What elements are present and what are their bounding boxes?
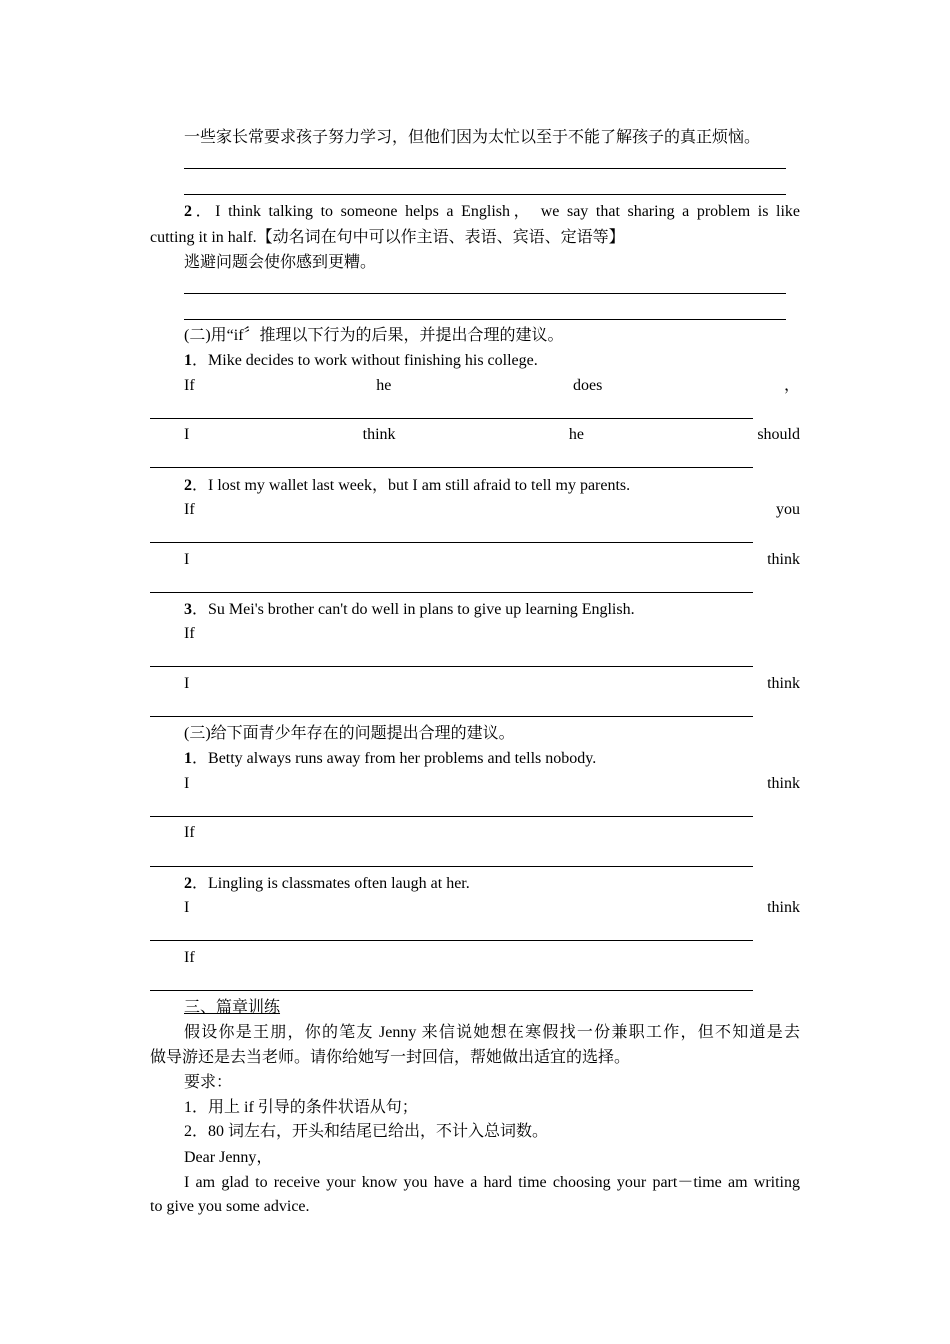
item-number: 3 xyxy=(184,601,192,618)
prompt-line xyxy=(184,898,800,918)
example-sentence-2: 2．I think talking to someone helps a English， we say that sharing a problem is like xyxy=(184,203,800,220)
part2-heading: (二)用“if〞推理以下行为的后果，并提出合理的建议。 xyxy=(184,327,564,344)
answer-line xyxy=(150,418,753,419)
prompt-word: he xyxy=(568,426,584,443)
letter-body-line2: to give you some advice. xyxy=(150,1198,310,1215)
answer-line xyxy=(150,592,753,593)
prompt-word: I xyxy=(184,426,190,443)
item-number: 2 xyxy=(184,477,192,494)
prompt-line xyxy=(184,674,800,694)
prompt-word: he xyxy=(376,377,392,394)
item-number: 2 xyxy=(184,203,192,220)
prompt-word: I xyxy=(184,675,190,692)
answer-line xyxy=(150,716,753,717)
prompt-line xyxy=(184,774,800,794)
translation-sentence-1: 一些家长常要求孩子努力学习，但他们因为太忙以至于不能了解孩子的真正烦恼。 xyxy=(184,129,761,146)
prompt-word: think xyxy=(767,899,800,916)
requirement-1: 1．用上 if 引导的条件状语从句； xyxy=(184,1099,418,1116)
part2-item-1: 1．Mike decides to work without finishing his college. xyxy=(184,352,538,369)
answer-line xyxy=(184,293,786,294)
answer-line xyxy=(150,467,753,468)
prompt-line xyxy=(184,624,800,644)
answer-line xyxy=(150,866,753,867)
prompt-word: think xyxy=(767,551,800,568)
answer-line xyxy=(150,990,753,991)
prompt-word: you xyxy=(776,501,800,518)
prompt-word: If xyxy=(184,625,195,642)
example-sentence-2-cont: cutting it in half.【动名词在句中可以作主语、表语、宾语、定语等】 xyxy=(150,229,625,246)
prompt-word: ， xyxy=(783,377,800,394)
answer-line xyxy=(150,542,753,543)
part2-item-3: 3．Su Mei's brother can't do well in plans to give up learning English. xyxy=(184,601,635,618)
answer-line xyxy=(150,666,753,667)
part2-item-2: 2．I lost my wallet last week，but I am still afraid to tell my parents. xyxy=(184,477,631,494)
prompt-word: I xyxy=(184,551,190,568)
prompt-line xyxy=(184,500,800,520)
prompt-word: If xyxy=(184,377,195,394)
prompt-word: think xyxy=(767,775,800,792)
prompt-word: think xyxy=(767,675,800,692)
answer-line xyxy=(184,194,786,195)
prompt-word: think xyxy=(362,426,396,443)
requirement-2: 2．80 词左右，开头和结尾已给出，不计入总词数。 xyxy=(184,1123,549,1140)
item-text: Mike decides to work without finishing his college. xyxy=(208,352,538,369)
answer-line xyxy=(184,168,786,169)
item-text: Betty always runs away from her problems and tells nobody. xyxy=(208,750,597,767)
item-text: I lost my wallet last week，but I am still afraid to tell my parents. xyxy=(208,477,631,494)
part3-heading: (三)给下面青少年存在的问题提出合理的建议。 xyxy=(184,725,515,742)
prompt-word: If xyxy=(184,824,195,841)
answer-line xyxy=(184,319,786,320)
prompt-line xyxy=(184,550,800,570)
prompt-word: If xyxy=(184,501,195,518)
prompt-word: does xyxy=(573,377,603,394)
part3-item-1: 1．Betty always runs away from her problems and tells nobody. xyxy=(184,750,597,767)
item-number: 1 xyxy=(184,750,192,767)
example-sentence-text: I think talking to someone helps a English， we say that sharing a problem is like xyxy=(215,203,800,220)
prompt-line xyxy=(184,376,800,396)
item-text: Lingling is classmates often laugh at her. xyxy=(208,875,470,892)
item-number: 2 xyxy=(184,875,192,892)
prompt-line xyxy=(184,823,800,843)
letter-body-line1: I am glad to receive your know you have a hard time choosing your part－time am writing xyxy=(184,1174,800,1191)
answer-line xyxy=(150,940,753,941)
part3-item-2: 2．Lingling is classmates often laugh at her. xyxy=(184,875,470,892)
prompt-word: should xyxy=(757,426,800,443)
translation-sentence-2: 逃避问题会使你感到更糟。 xyxy=(184,254,377,271)
requirements-label: 要求： xyxy=(184,1074,233,1091)
item-number: 1 xyxy=(184,352,192,369)
section3-intro-line2: 做导游还是去当老师。请你给她写一封回信，帮她做出适宜的选择。 xyxy=(150,1049,631,1066)
prompt-word: I xyxy=(184,775,190,792)
prompt-word: I xyxy=(184,899,190,916)
item-text: Su Mei's brother can't do well in plans to give up learning English. xyxy=(208,601,635,618)
section3-title: 三、篇章训练 xyxy=(184,999,281,1016)
prompt-line xyxy=(184,948,800,968)
prompt-word: If xyxy=(184,949,195,966)
answer-line xyxy=(150,816,753,817)
letter-greeting: Dear Jenny， xyxy=(184,1149,273,1166)
prompt-line xyxy=(184,425,800,445)
section3-intro-line1: 假设你是王朋，你的笔友 Jenny 来信说她想在寒假找一份兼职工作，但不知道是去 xyxy=(184,1024,800,1041)
